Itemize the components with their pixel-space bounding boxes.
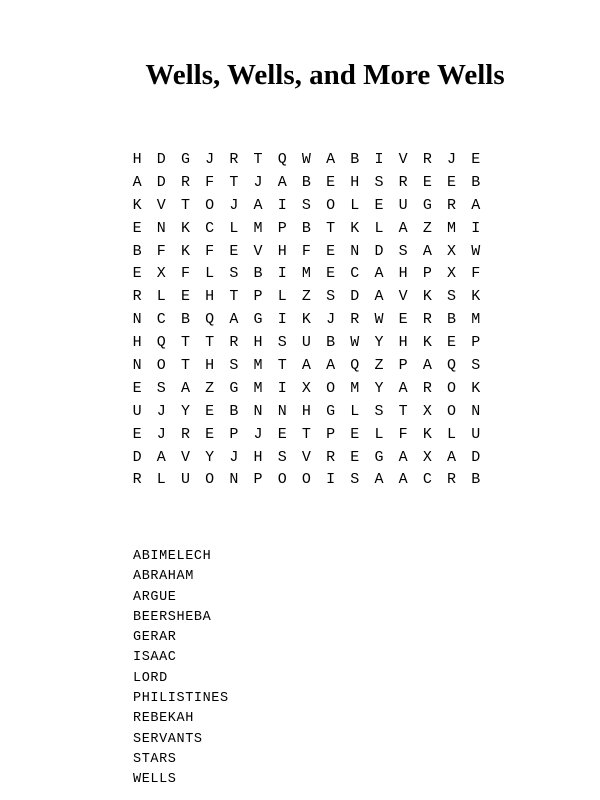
grid-letter: E (422, 173, 432, 191)
word-list-item: ABRAHAM (133, 569, 194, 585)
grid-letter: F (398, 425, 408, 443)
grid-letter: S (447, 288, 457, 306)
grid-letter: R (229, 150, 239, 168)
grid-letter: K (422, 334, 432, 352)
grid-row (125, 194, 488, 217)
grid-letter: V (156, 196, 166, 214)
grid-letter: L (374, 425, 384, 443)
grid-letter: S (350, 471, 360, 489)
grid-letter: Y (374, 379, 384, 397)
grid-letter: J (326, 311, 336, 329)
grid-letter: N (471, 402, 481, 420)
grid-letter: A (398, 379, 408, 397)
grid-letter: T (398, 402, 408, 420)
grid-letter: S (301, 196, 311, 214)
grid-letter: C (205, 219, 215, 237)
grid-letter: X (156, 265, 166, 283)
grid-letter: R (180, 173, 190, 191)
grid-row (125, 240, 488, 263)
grid-letter: B (447, 311, 457, 329)
grid-letter: E (132, 219, 142, 237)
grid-letter: T (229, 288, 239, 306)
grid-letter: L (277, 288, 287, 306)
grid-letter: E (229, 242, 239, 260)
grid-row (125, 285, 488, 308)
grid-letter: J (253, 173, 263, 191)
grid-letter: E (471, 150, 481, 168)
grid-letter: C (350, 265, 360, 283)
grid-letter: A (277, 173, 287, 191)
grid-letter: I (374, 150, 384, 168)
grid-letter: M (350, 379, 360, 397)
grid-letter: H (350, 173, 360, 191)
grid-letter: O (205, 471, 215, 489)
grid-letter: E (205, 425, 215, 443)
grid-letter: J (229, 196, 239, 214)
grid-letter: P (253, 471, 263, 489)
grid-letter: I (277, 196, 287, 214)
grid-letter: E (447, 334, 457, 352)
grid-letter: A (471, 196, 481, 214)
grid-letter: H (277, 242, 287, 260)
grid-letter: K (350, 219, 360, 237)
word-list-item: STARS (133, 751, 177, 767)
grid-letter: A (180, 379, 190, 397)
grid-letter: T (277, 356, 287, 374)
grid-letter: P (471, 334, 481, 352)
grid-letter: L (447, 425, 457, 443)
word-list-item: WELLS (133, 772, 177, 788)
grid-letter: H (253, 334, 263, 352)
grid-letter: A (422, 242, 432, 260)
grid-letter: V (180, 448, 190, 466)
grid-letter: A (374, 265, 384, 283)
grid-letter: F (301, 242, 311, 260)
grid-letter: K (422, 425, 432, 443)
grid-letter: A (301, 356, 311, 374)
grid-letter: L (156, 288, 166, 306)
grid-letter: L (229, 219, 239, 237)
grid-letter: N (132, 356, 142, 374)
grid-letter: L (205, 265, 215, 283)
grid-letter: W (350, 334, 360, 352)
grid-letter: M (253, 219, 263, 237)
grid-letter: L (350, 196, 360, 214)
grid-letter: O (277, 471, 287, 489)
grid-letter: U (471, 425, 481, 443)
grid-letter: A (398, 471, 408, 489)
grid-letter: R (398, 173, 408, 191)
word-list-item: REBEKAH (133, 711, 194, 727)
word-list-item: LORD (133, 670, 168, 686)
grid-letter: F (205, 242, 215, 260)
grid-letter: R (180, 425, 190, 443)
grid-letter: R (229, 334, 239, 352)
grid-letter: P (253, 288, 263, 306)
grid-letter: K (180, 219, 190, 237)
grid-letter: G (374, 448, 384, 466)
grid-letter: O (156, 356, 166, 374)
grid-row (125, 148, 488, 171)
word-search-grid (125, 148, 488, 491)
word-list-item: ISAAC (133, 650, 177, 666)
grid-letter: M (471, 311, 481, 329)
grid-letter: S (374, 173, 384, 191)
grid-letter: J (156, 425, 166, 443)
grid-letter: Y (205, 448, 215, 466)
grid-letter: O (326, 379, 336, 397)
grid-letter: R (132, 288, 142, 306)
grid-letter: E (326, 242, 336, 260)
grid-letter: L (350, 402, 360, 420)
grid-letter: U (301, 334, 311, 352)
grid-letter: E (447, 173, 457, 191)
grid-letter: W (471, 242, 481, 260)
grid-row (125, 262, 488, 285)
word-list-item: BEERSHEBA (133, 609, 212, 625)
grid-letter: R (132, 471, 142, 489)
grid-letter: X (447, 265, 457, 283)
grid-letter: A (398, 219, 408, 237)
grid-letter: N (229, 471, 239, 489)
grid-letter: O (447, 402, 457, 420)
grid-letter: O (205, 196, 215, 214)
word-list-item: ARGUE (133, 589, 177, 605)
grid-letter: A (229, 311, 239, 329)
grid-letter: B (326, 334, 336, 352)
grid-letter: K (471, 379, 481, 397)
grid-letter: I (277, 379, 287, 397)
grid-letter: D (156, 150, 166, 168)
grid-letter: H (398, 334, 408, 352)
grid-letter: H (205, 288, 215, 306)
grid-letter: K (471, 288, 481, 306)
grid-letter: A (253, 196, 263, 214)
grid-letter: B (471, 173, 481, 191)
grid-letter: P (398, 356, 408, 374)
grid-letter: V (398, 150, 408, 168)
grid-letter: R (326, 448, 336, 466)
grid-row (125, 468, 488, 491)
grid-letter: E (132, 265, 142, 283)
grid-letter: M (253, 379, 263, 397)
grid-letter: A (132, 173, 142, 191)
grid-letter: S (398, 242, 408, 260)
grid-letter: B (471, 471, 481, 489)
grid-letter: D (350, 288, 360, 306)
grid-letter: P (326, 425, 336, 443)
grid-letter: V (253, 242, 263, 260)
grid-letter: X (301, 379, 311, 397)
grid-row (125, 423, 488, 446)
word-list-item: GERAR (133, 630, 177, 646)
grid-letter: K (301, 311, 311, 329)
grid-letter: S (229, 265, 239, 283)
grid-letter: S (156, 379, 166, 397)
grid-letter: D (374, 242, 384, 260)
grid-letter: G (180, 150, 190, 168)
grid-letter: E (374, 196, 384, 214)
grid-letter: A (326, 150, 336, 168)
grid-letter: H (301, 402, 311, 420)
grid-letter: Z (205, 379, 215, 397)
grid-letter: L (156, 471, 166, 489)
grid-letter: S (374, 402, 384, 420)
grid-letter: R (422, 379, 432, 397)
grid-letter: Q (350, 356, 360, 374)
grid-letter: M (253, 356, 263, 374)
word-list-item: ABIMELECH (133, 549, 212, 564)
grid-letter: T (326, 219, 336, 237)
grid-letter: Y (374, 334, 384, 352)
page-title: Wells, Wells, and More Wells (145, 59, 505, 91)
grid-letter: I (471, 219, 481, 237)
grid-letter: F (180, 265, 190, 283)
grid-letter: B (301, 173, 311, 191)
grid-letter: I (277, 265, 287, 283)
grid-letter: H (253, 448, 263, 466)
grid-letter: N (253, 402, 263, 420)
grid-row (125, 400, 488, 423)
grid-letter: Z (374, 356, 384, 374)
grid-letter: D (156, 173, 166, 191)
word-list-item: SERVANTS (133, 731, 203, 747)
grid-row (125, 171, 488, 194)
grid-letter: S (277, 448, 287, 466)
grid-letter: X (447, 242, 457, 260)
grid-letter: T (205, 334, 215, 352)
grid-letter: Q (277, 150, 287, 168)
grid-letter: B (253, 265, 263, 283)
grid-letter: E (132, 425, 142, 443)
grid-letter: Z (422, 219, 432, 237)
word-list (133, 547, 229, 791)
grid-letter: S (229, 356, 239, 374)
grid-letter: T (180, 356, 190, 374)
grid-letter: M (447, 219, 457, 237)
grid-letter: E (326, 265, 336, 283)
grid-letter: B (350, 150, 360, 168)
grid-letter: E (350, 448, 360, 466)
grid-letter: U (132, 402, 142, 420)
grid-letter: E (205, 402, 215, 420)
grid-letter: B (229, 402, 239, 420)
grid-letter: G (326, 402, 336, 420)
grid-letter: R (350, 311, 360, 329)
grid-letter: C (422, 471, 432, 489)
grid-letter: S (471, 356, 481, 374)
grid-letter: M (301, 265, 311, 283)
grid-letter: J (253, 425, 263, 443)
grid-row (125, 331, 488, 354)
grid-letter: H (398, 265, 408, 283)
grid-letter: T (229, 173, 239, 191)
grid-letter: K (180, 242, 190, 260)
grid-letter: S (277, 334, 287, 352)
grid-letter: S (326, 288, 336, 306)
grid-letter: V (301, 448, 311, 466)
grid-letter: T (301, 425, 311, 443)
grid-letter: C (156, 311, 166, 329)
grid-letter: K (422, 288, 432, 306)
grid-letter: F (471, 265, 481, 283)
grid-letter: H (132, 150, 142, 168)
grid-letter: E (350, 425, 360, 443)
grid-letter: O (301, 471, 311, 489)
grid-letter: R (447, 471, 457, 489)
grid-letter: B (301, 219, 311, 237)
grid-letter: A (326, 356, 336, 374)
grid-letter: Q (205, 311, 215, 329)
grid-letter: R (422, 311, 432, 329)
grid-letter: H (132, 334, 142, 352)
grid-letter: N (132, 311, 142, 329)
grid-letter: B (132, 242, 142, 260)
grid-letter: O (326, 196, 336, 214)
grid-letter: Q (447, 356, 457, 374)
grid-letter: A (398, 448, 408, 466)
grid-letter: N (277, 402, 287, 420)
grid-letter: L (374, 219, 384, 237)
grid-letter: B (180, 311, 190, 329)
grid-letter: W (374, 311, 384, 329)
grid-letter: H (205, 356, 215, 374)
grid-letter: E (398, 311, 408, 329)
grid-letter: P (277, 219, 287, 237)
grid-letter: G (422, 196, 432, 214)
grid-letter: A (374, 288, 384, 306)
grid-letter: P (229, 425, 239, 443)
grid-letter: G (229, 379, 239, 397)
grid-letter: E (180, 288, 190, 306)
grid-letter: T (180, 196, 190, 214)
grid-letter: E (326, 173, 336, 191)
grid-row (125, 377, 488, 400)
grid-letter: J (229, 448, 239, 466)
grid-letter: Q (156, 334, 166, 352)
grid-letter: F (205, 173, 215, 191)
grid-letter: R (422, 150, 432, 168)
grid-letter: R (447, 196, 457, 214)
grid-letter: Y (180, 402, 190, 420)
grid-letter: X (422, 448, 432, 466)
grid-letter: O (447, 379, 457, 397)
word-list-item: PHILISTINES (133, 691, 229, 707)
grid-letter: I (277, 311, 287, 329)
grid-letter: N (156, 219, 166, 237)
grid-letter: W (301, 150, 311, 168)
grid-letter: U (398, 196, 408, 214)
grid-letter: V (398, 288, 408, 306)
grid-letter: E (132, 379, 142, 397)
grid-row (125, 217, 488, 240)
grid-letter: J (205, 150, 215, 168)
grid-letter: T (253, 150, 263, 168)
grid-letter: I (326, 471, 336, 489)
grid-row (125, 308, 488, 331)
grid-letter: G (253, 311, 263, 329)
grid-letter: D (132, 448, 142, 466)
grid-letter: J (156, 402, 166, 420)
grid-letter: U (180, 471, 190, 489)
grid-letter: T (180, 334, 190, 352)
grid-row (125, 354, 488, 377)
grid-letter: P (422, 265, 432, 283)
grid-letter: D (471, 448, 481, 466)
grid-letter: Z (301, 288, 311, 306)
grid-letter: N (350, 242, 360, 260)
grid-letter: F (156, 242, 166, 260)
grid-letter: A (374, 471, 384, 489)
grid-letter: A (422, 356, 432, 374)
grid-letter: X (422, 402, 432, 420)
grid-row (125, 446, 488, 469)
grid-letter: E (277, 425, 287, 443)
grid-letter: J (447, 150, 457, 168)
grid-letter: A (156, 448, 166, 466)
grid-letter: K (132, 196, 142, 214)
grid-letter: A (447, 448, 457, 466)
